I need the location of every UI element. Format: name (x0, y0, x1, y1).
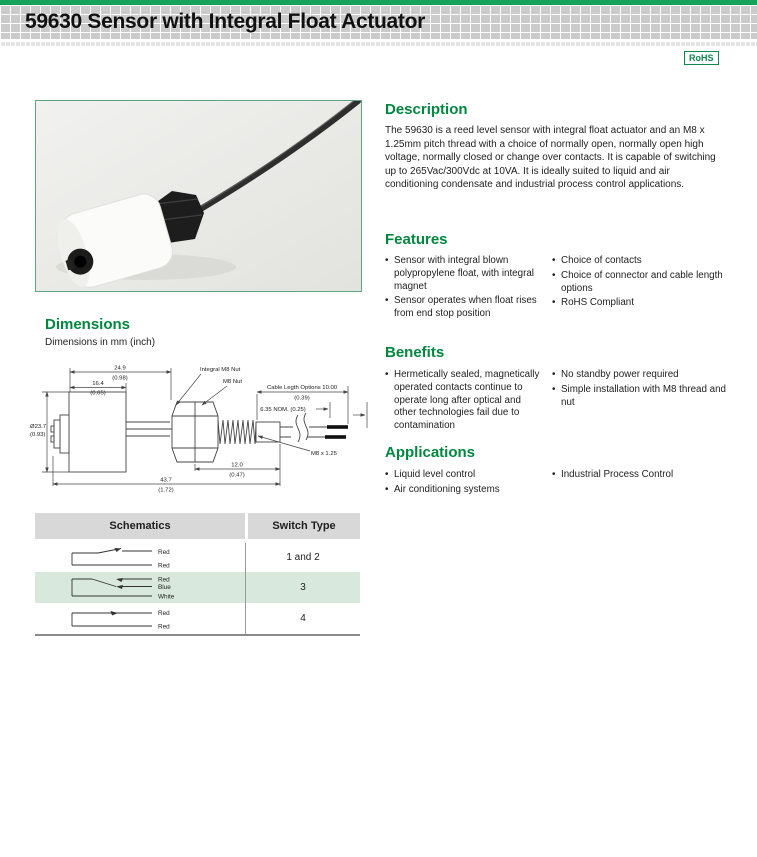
dimension-drawing-wrap (30, 360, 370, 515)
dim-16-4-inch: (0.65) (90, 390, 106, 397)
table-header-row (35, 513, 360, 539)
benefits-heading: Benefits (385, 344, 445, 361)
dimensions-heading: Dimensions (45, 316, 131, 333)
product-photo (36, 101, 361, 291)
dimensions-subtitle: Dimensions in mm (inch) (45, 337, 156, 348)
wire-label: Blue (158, 583, 171, 591)
label-nominal: 6.35 NOM. (0.25) (260, 407, 306, 413)
label-cable-length: Cable Legth Options 10.00 (266, 385, 338, 391)
dim-16-4: 16.4 (92, 381, 104, 387)
applications-list-col2 (552, 469, 732, 484)
dim-diameter-inch: (0.93) (30, 432, 46, 438)
dim-12-0-inch: (0.47) (229, 472, 245, 479)
sensor-outline (51, 392, 348, 472)
benefits-list-col2 (552, 369, 732, 411)
feature-item: • Sensor operates when float rises from end stop position (385, 295, 543, 321)
schematic-normally-open-icon (60, 545, 220, 571)
wire-label: Red (158, 623, 170, 630)
label-thread: M8 x 1.25 (311, 451, 337, 457)
features-heading: Features (385, 231, 448, 248)
wire-label: Red (158, 609, 170, 617)
schematic-cell (35, 603, 246, 634)
schematic-cell (35, 572, 246, 603)
feature-item: • RoHS Compliant (552, 297, 732, 310)
dim-24-9: 24.9 (114, 365, 126, 372)
switch-type-cell: 4 (300, 613, 306, 624)
application-item: • Liquid level control (385, 469, 545, 482)
applications-list-col1 (385, 469, 545, 499)
feature-item: • Sensor with integral blown polypropylene float, with integral magnet (385, 255, 543, 293)
dim-24-9-inch: (0.98) (112, 375, 128, 382)
dimension-drawing (30, 360, 370, 510)
benefits-list-col1 (385, 369, 545, 435)
table-row (35, 572, 360, 603)
schematic-normally-closed-icon (60, 606, 220, 632)
description-heading: Description (385, 101, 468, 118)
switch-type-cell: 1 and 2 (286, 552, 320, 563)
wire-label: White (158, 593, 175, 600)
dim-12-0: 12.0 (231, 462, 243, 469)
table-header-schematics: Schematics (35, 513, 245, 539)
feature-item: • Choice of connector and cable length options (552, 270, 732, 296)
table-row (35, 603, 360, 634)
benefit-item: • Hermetically sealed, magnetically operated contacts continue to operate long after optical and other technologies fail due to contamination (385, 369, 545, 433)
benefit-item: • Simple installation with M8 thread and nut (552, 384, 732, 410)
wire-label: Red (158, 548, 170, 556)
dim-43-7-inch: (1.72) (158, 487, 174, 494)
dim-diameter: Ø23.7 (30, 424, 47, 430)
applications-heading: Applications (385, 444, 476, 461)
dim-43-7: 43.7 (160, 477, 172, 484)
application-item: • Industrial Process Control (552, 469, 732, 482)
wire-label: Red (158, 576, 170, 583)
application-item: • Air conditioning systems (385, 484, 545, 497)
page-title: 59630 Sensor with Integral Float Actuator (25, 10, 426, 33)
wire-label: Red (158, 562, 170, 569)
product-photo-frame (35, 100, 362, 292)
description-body: The 59630 is a reed level sensor with integral float actuator and an M8 x 1.25mm pitch thread with a choice of normally open, normally open high voltage, normally closed or change over contacts. It is capable of switching up to 265Vac/300Vdc at 10VA. It is ideally suited to liquid and air conditioning condensate and industrial process control applications. (385, 125, 716, 190)
switch-type-cell: 3 (300, 582, 306, 593)
rohs-badge: RoHS (684, 51, 719, 65)
schematics-table (35, 513, 360, 636)
features-list-col2 (552, 255, 732, 312)
schematic-cell (35, 543, 246, 572)
features-list-col1 (385, 255, 543, 323)
label-m8-nut: M8 Nut (223, 379, 242, 385)
table-body (35, 543, 360, 636)
feature-item: • Choice of contacts (552, 255, 732, 268)
table-row (35, 543, 360, 572)
label-integral-m8-nut: Integral M8 Nut (200, 367, 241, 373)
label-cable-length-inch: (0.39) (294, 395, 310, 402)
header-checker-band-thin (0, 41, 757, 47)
table-header-switch-type: Switch Type (248, 513, 360, 539)
schematic-changeover-icon (60, 574, 220, 602)
benefit-item: • No standby power required (552, 369, 732, 382)
